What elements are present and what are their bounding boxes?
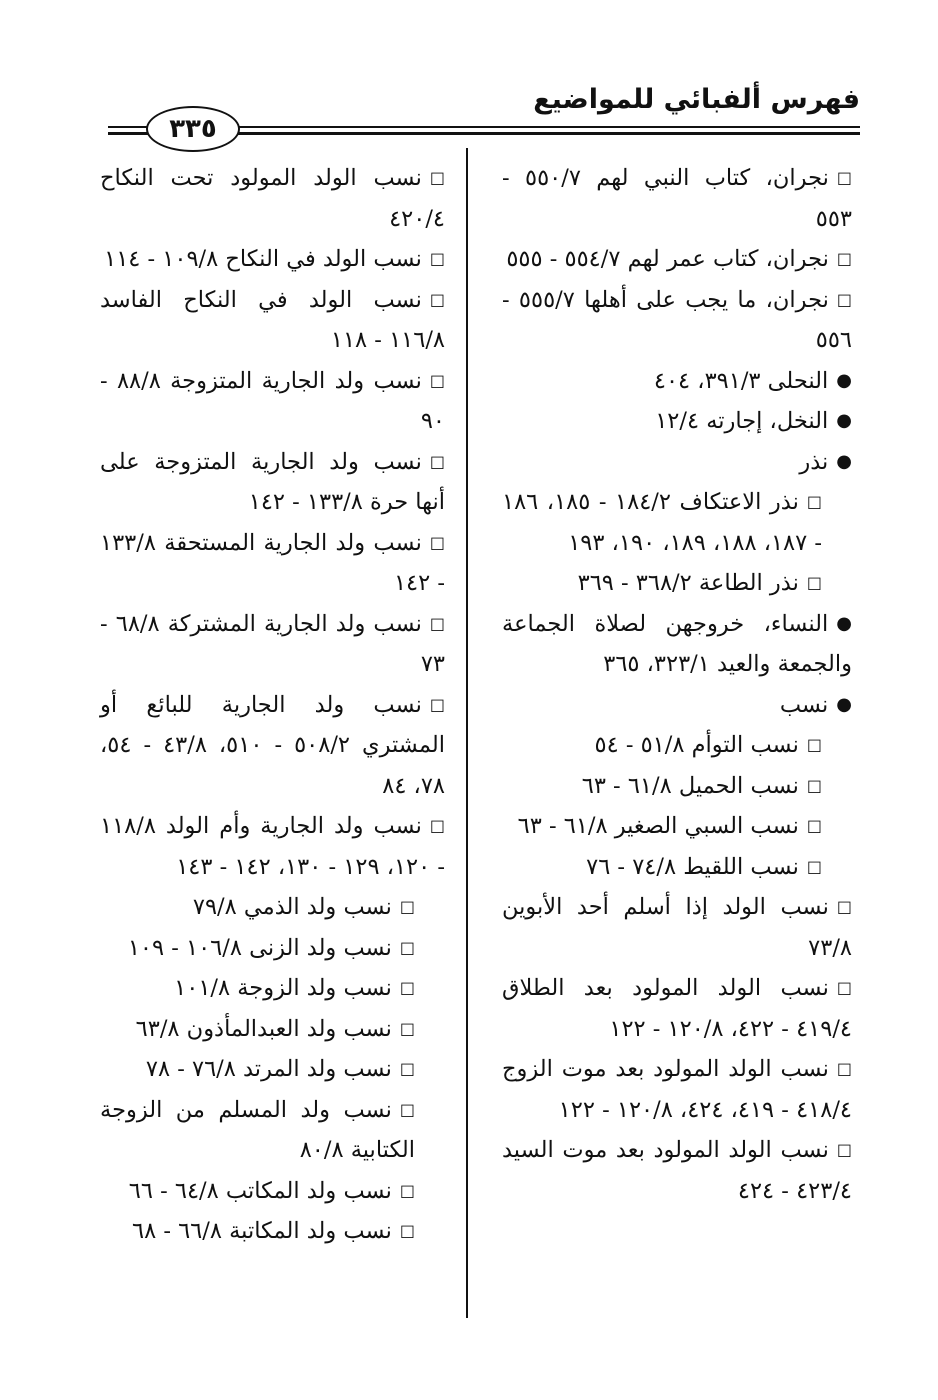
checkbox-square-icon: □	[429, 249, 445, 268]
index-entry-text: النحلى ٣٩١/٣، ٤٠٤	[653, 367, 829, 394]
index-entry	[100, 968, 445, 1009]
index-entry	[502, 401, 852, 442]
checkbox-square-icon: □	[836, 978, 852, 997]
index-entry-text: نسب الولد في النكاح ١٠٩/٨ - ١١٤	[104, 246, 422, 272]
index-entry-text: نجران، كتاب النبي لهم ٥٥٠/٧ - ٥٥٣	[502, 165, 852, 232]
checkbox-square-icon: □	[806, 856, 822, 876]
index-entry	[502, 685, 852, 726]
checkbox-square-icon: □	[806, 573, 822, 592]
index-entry	[502, 604, 852, 685]
checkbox-square-icon: □	[806, 735, 822, 754]
checkbox-square-icon: □	[836, 168, 852, 187]
index-entry	[502, 239, 852, 280]
index-entry-text: نسب ولد الجارية وأم الولد ١١٨/٨ - ١٢٠، ١٢٩ - ١٣٠، ١٤٢ - ١٤٣	[100, 813, 445, 880]
index-entry	[100, 280, 445, 361]
checkbox-square-icon: □	[399, 1221, 415, 1240]
index-entry	[502, 280, 852, 361]
index-entry-text: نسب ولد المرتد ٧٦/٨ - ٧٨	[145, 1056, 392, 1082]
checkbox-square-icon: □	[399, 1018, 415, 1038]
index-entry-text: نسب	[779, 691, 829, 718]
index-entry	[502, 766, 852, 807]
index-entry	[502, 442, 852, 483]
index-entry	[502, 482, 852, 563]
index-entry	[502, 725, 852, 766]
index-entry	[100, 239, 445, 280]
index-entry-text: نسب الولد إذا أسلم أحد الأبوين ٧٣/٨	[502, 894, 852, 961]
checkbox-square-icon: □	[836, 249, 852, 268]
page-title: فهرس ألفبائي للمواضيع	[533, 84, 860, 115]
index-entry	[502, 806, 852, 847]
index-entry	[100, 1090, 445, 1171]
index-entry	[100, 1009, 445, 1050]
index-entry-text: نسب الولد المولود بعد الطلاق ٤١٩/٤ - ٤٢٢، ١٢٠/٨ - ١٢٢	[502, 975, 852, 1042]
checkbox-square-icon: □	[399, 1099, 415, 1119]
index-entry-text: النساء، خروجهن لصلاة الجماعة والجمعة والعيد ٣٢٣/١، ٣٦٥	[502, 610, 852, 677]
index-entry-text: نسب ولد الزنى ١٠٦/٨ - ١٠٩	[127, 934, 392, 961]
index-entry-text: نسب اللقيط ٧٤/٨ - ٧٦	[586, 853, 799, 880]
index-entry	[502, 361, 852, 402]
index-entry-text: نسب الحميل ٦١/٨ - ٦٣	[581, 772, 799, 799]
index-entry	[100, 1211, 445, 1252]
checkbox-square-icon: □	[399, 897, 415, 916]
index-entry-text: نسب ولد الجارية المشتركة ٦٨/٨ - ٧٣	[100, 610, 445, 677]
index-entry-text: نسب الولد المولود بعد موت الزوج ٤١٨/٤ - ٤١٩، ٤٢٤، ١٢٠/٨ - ١٢٢	[502, 1056, 852, 1123]
index-entry	[100, 442, 445, 523]
checkbox-square-icon: □	[806, 775, 822, 795]
index-entry-text: نسب ولد الجارية المتزوجة على أنها حرة ١٣٣/٨ - ١٤٢	[100, 448, 445, 515]
index-entry	[502, 563, 852, 604]
checkbox-square-icon: □	[836, 1059, 852, 1078]
index-entry-text: نسب الولد المولود تحت النكاح ٤٢٠/٤	[100, 165, 445, 232]
index-entry	[100, 1171, 445, 1212]
checkbox-square-icon: □	[806, 816, 822, 835]
checkbox-square-icon: □	[429, 816, 445, 835]
index-entry	[502, 1130, 852, 1211]
index-entry-text: نسب الولد المولود بعد موت السيد ٤٢٣/٤ - ٤٢٤	[502, 1137, 852, 1204]
index-entry	[100, 604, 445, 685]
index-entry	[100, 928, 445, 969]
bullet-icon: ●	[836, 410, 852, 431]
checkbox-square-icon: □	[429, 370, 445, 390]
index-entry-text: نذر الاعتكاف ١٨٤/٢ - ١٨٥، ١٨٦ - ١٨٧، ١٨٨، ١٨٩، ١٩٠، ١٩٣	[502, 489, 822, 556]
bullet-icon: ●	[836, 612, 852, 634]
checkbox-square-icon: □	[399, 978, 415, 997]
checkbox-square-icon: □	[399, 1180, 415, 1200]
checkbox-square-icon: □	[429, 694, 445, 714]
index-entry	[100, 523, 445, 604]
index-entry	[502, 887, 852, 968]
index-entry-text: نسب الولد في النكاح الفاسد ١١٦/٨ - ١١٨	[100, 286, 445, 353]
index-entry-text: نسب ولد الجارية المستحقة ١٣٣/٨ - ١٤٢	[100, 529, 445, 596]
index-entry	[502, 968, 852, 1049]
checkbox-square-icon: □	[429, 613, 445, 633]
index-entry	[100, 1049, 445, 1090]
checkbox-square-icon: □	[399, 1059, 415, 1078]
index-entry	[100, 361, 445, 442]
index-entry-text: نسب ولد العبدالمأذون ٦٣/٨	[135, 1015, 392, 1042]
checkbox-square-icon: □	[836, 289, 852, 309]
checkbox-square-icon: □	[429, 451, 445, 471]
index-entry	[100, 685, 445, 807]
checkbox-square-icon: □	[836, 1140, 852, 1159]
checkbox-square-icon: □	[806, 492, 822, 511]
column-divider	[466, 148, 468, 1318]
index-entry	[100, 887, 445, 928]
index-entry	[502, 1049, 852, 1130]
right-column	[502, 158, 852, 1211]
index-entry	[100, 158, 445, 239]
index-entry-text: نسب ولد المكاتب ٦٤/٨ - ٦٦	[128, 1177, 392, 1204]
index-entry-text: نسب ولد الجارية المتزوجة ٨٨/٨ - ٩٠	[100, 367, 445, 434]
index-entry-text: نسب السبي الصغير ٦١/٨ - ٦٣	[517, 813, 799, 839]
left-column	[100, 158, 445, 1252]
index-entry-text: نسب ولد الذمي ٧٩/٨	[192, 894, 392, 920]
index-entry	[100, 806, 445, 887]
checkbox-square-icon: □	[836, 897, 852, 916]
checkbox-square-icon: □	[399, 937, 415, 957]
index-entry-text: نسب التوأم ٥١/٨ - ٥٤	[594, 732, 799, 758]
index-entry-text: نذر الطاعة ٣٦٨/٢ - ٣٦٩	[577, 570, 799, 596]
index-entry	[502, 847, 852, 888]
bullet-icon: ●	[836, 693, 852, 715]
bullet-icon: ●	[836, 450, 852, 472]
index-entry-text: نسب ولد الزوجة ١٠١/٨	[174, 975, 392, 1001]
checkbox-square-icon: □	[429, 168, 445, 187]
index-entry-text: نجران، ما يجب على أهلها ٥٥٥/٧ - ٥٥٦	[502, 286, 852, 353]
index-entry-text: نسب ولد الجارية للبائع أو المشتري ٥٠٨/٢ - ٥١٠، ٤٣/٨ - ٥٤، ٧٨، ٨٤	[100, 691, 445, 799]
index-entry-text: نسب ولد المسلم من الزوجة الكتابية ٨٠/٨	[100, 1096, 415, 1163]
checkbox-square-icon: □	[429, 532, 445, 552]
index-entry	[502, 158, 852, 239]
index-entry-text: نذر	[799, 448, 829, 475]
index-entry-text: النخل، إجارته ١٢/٤	[655, 408, 829, 434]
index-entry-text: نجران، كتاب عمر لهم ٥٥٤/٧ - ٥٥٥	[506, 246, 829, 272]
checkbox-square-icon: □	[429, 289, 445, 309]
index-entry-text: نسب ولد المكاتبة ٦٦/٨ - ٦٨	[132, 1218, 392, 1244]
bullet-icon: ●	[836, 369, 852, 391]
page-number-badge: ٣٣٥	[146, 106, 240, 152]
